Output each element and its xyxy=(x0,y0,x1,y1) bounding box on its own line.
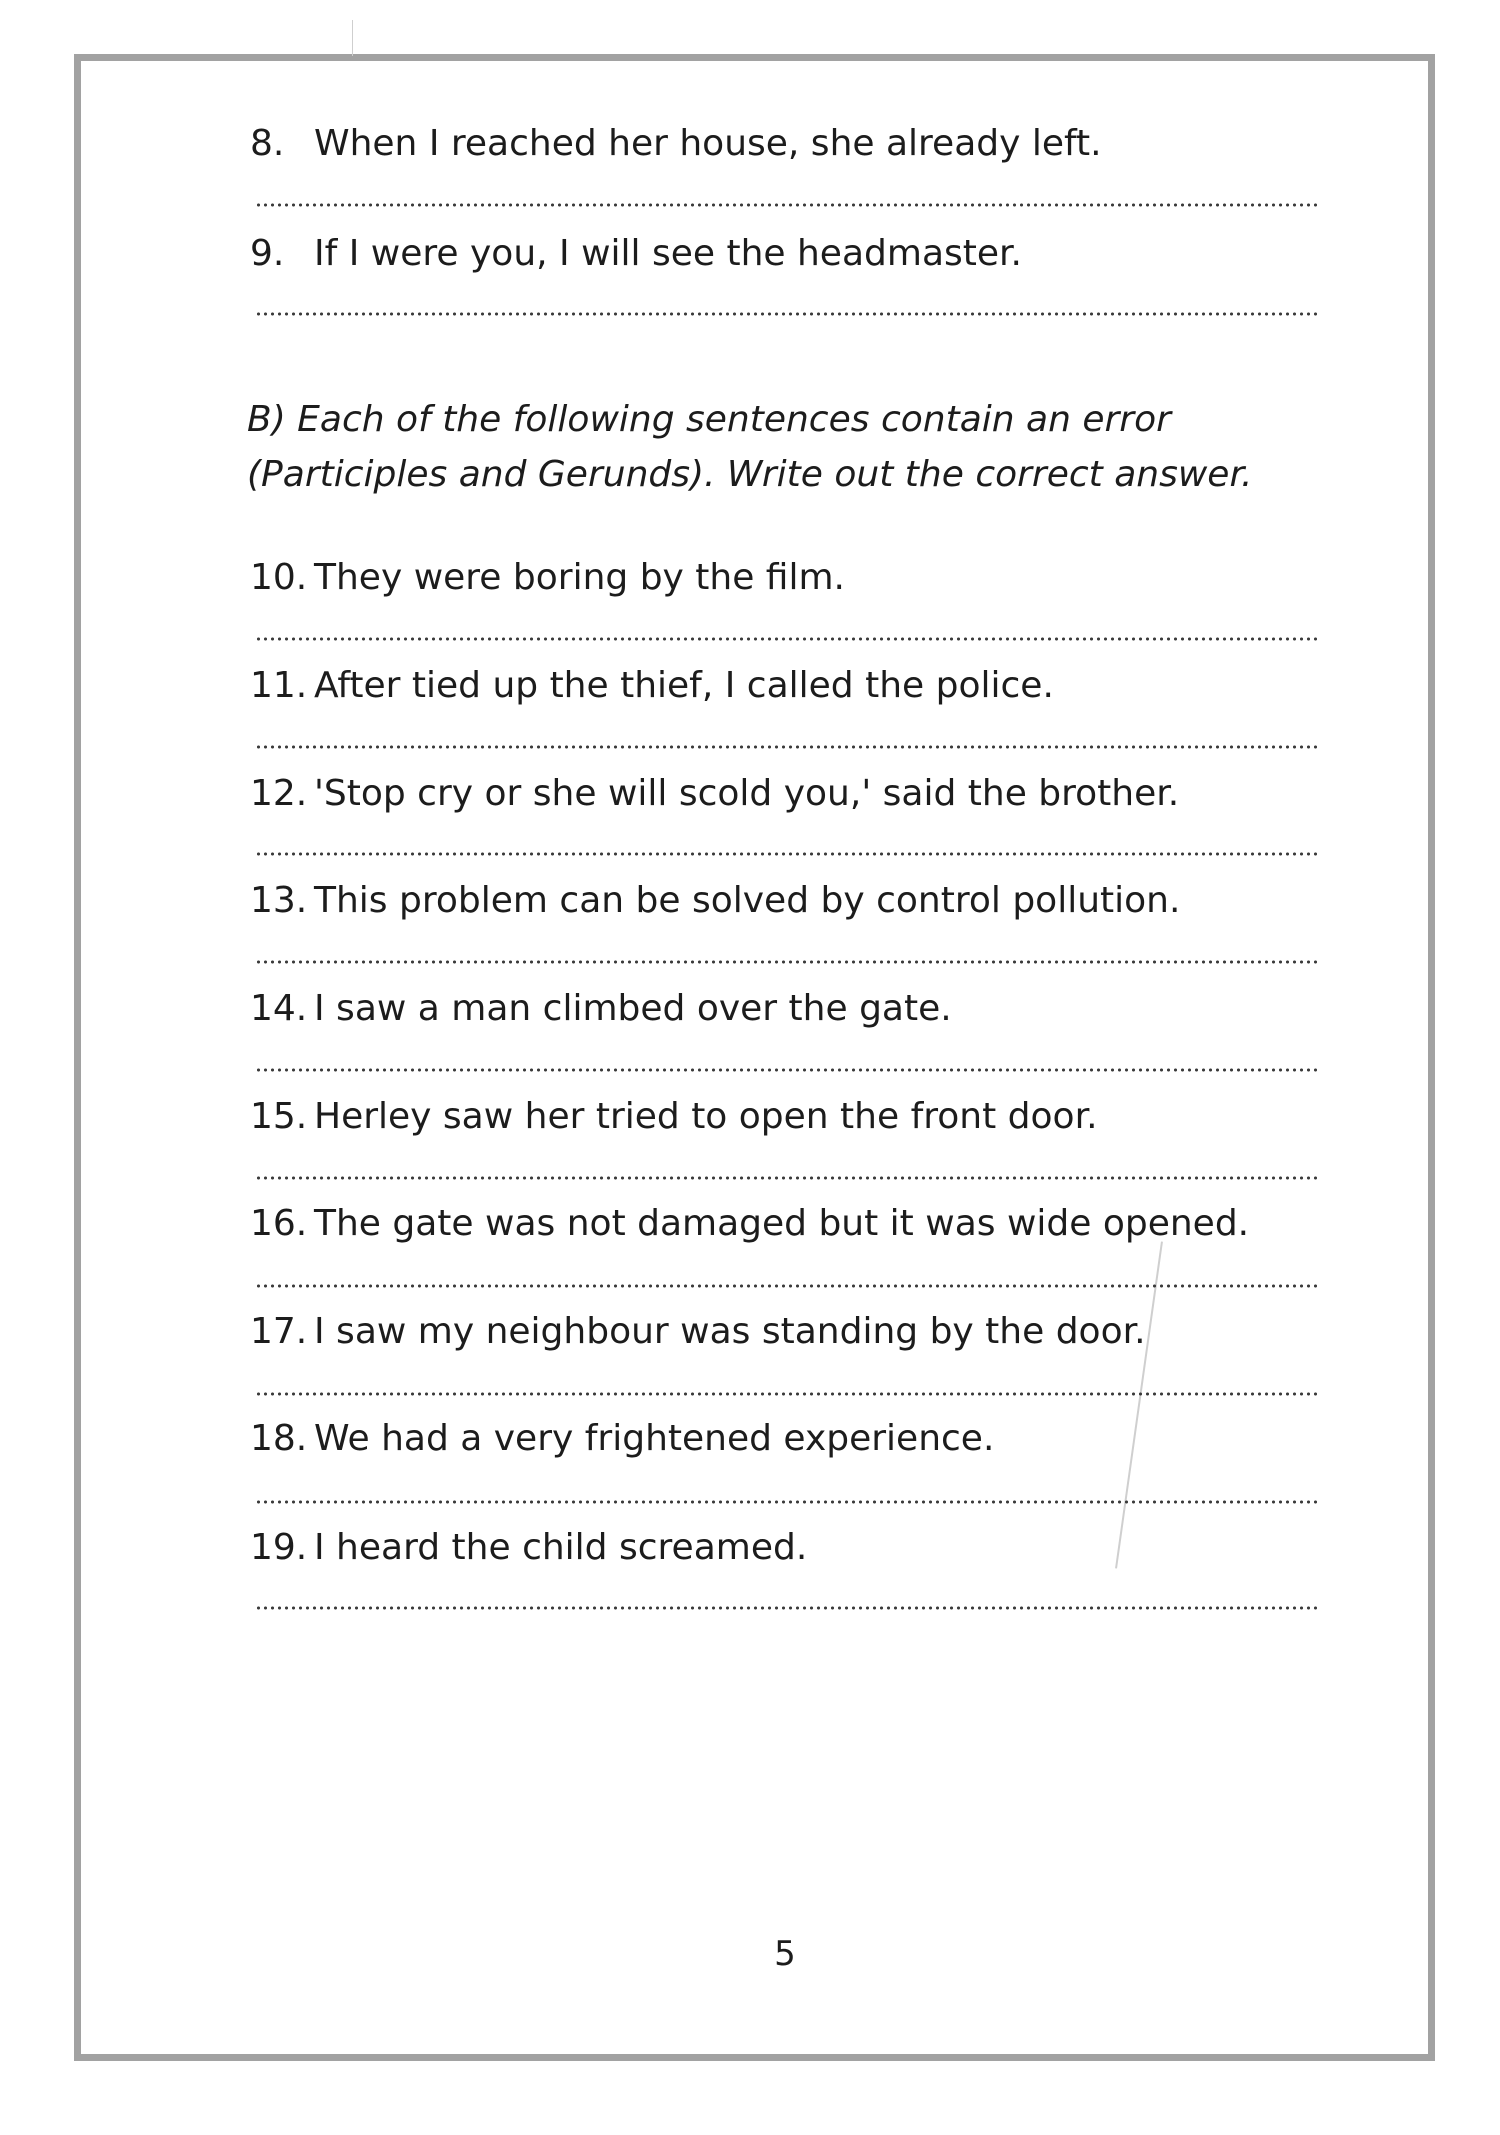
question-number: 19. xyxy=(250,1527,308,1568)
question-text: After tied up the thief, I called the police. xyxy=(314,665,1054,706)
question-number: 18. xyxy=(250,1418,308,1459)
question-text: They were boring by the film. xyxy=(314,557,845,598)
question-11 xyxy=(250,665,1320,706)
instruction-line: (Participles and Gerunds). Write out the correct answer. xyxy=(247,454,1253,495)
question-number: 15. xyxy=(250,1096,308,1137)
instruction-line: B) Each of the following sentences contain an error xyxy=(247,399,1171,440)
question-number: 14. xyxy=(250,988,308,1029)
question-text: We had a very frightened experience. xyxy=(314,1418,995,1459)
question-8 xyxy=(250,123,1320,164)
question-15 xyxy=(250,1096,1320,1137)
question-18 xyxy=(250,1418,1320,1459)
question-number: 17. xyxy=(250,1311,308,1352)
question-number: 13. xyxy=(250,880,308,921)
question-16 xyxy=(250,1203,1320,1244)
question-number: 12. xyxy=(250,773,308,814)
question-text: I heard the child screamed. xyxy=(314,1527,808,1568)
question-number: 8. xyxy=(250,123,285,164)
answer-line[interactable] xyxy=(255,1176,1317,1180)
question-number: 9. xyxy=(250,233,285,274)
question-14 xyxy=(250,988,1320,1029)
answer-line[interactable] xyxy=(255,745,1317,749)
section-b-instruction xyxy=(247,392,1327,502)
question-text: Herley saw her tried to open the front door. xyxy=(314,1096,1098,1137)
answer-line[interactable] xyxy=(255,1284,1317,1288)
question-10 xyxy=(250,557,1320,598)
question-text: If I were you, I will see the headmaster. xyxy=(314,233,1022,274)
answer-line[interactable] xyxy=(255,852,1317,856)
answer-line[interactable] xyxy=(255,1500,1317,1504)
answer-line[interactable] xyxy=(255,960,1317,964)
answer-line[interactable] xyxy=(255,1392,1317,1396)
question-number: 10. xyxy=(250,557,308,598)
question-13 xyxy=(250,880,1320,921)
question-text: This problem can be solved by control pollution. xyxy=(314,880,1181,921)
answer-line[interactable] xyxy=(255,203,1317,207)
question-12 xyxy=(250,773,1320,814)
page-border xyxy=(74,54,1435,2061)
answer-line[interactable] xyxy=(255,1606,1317,1610)
question-19 xyxy=(250,1527,1320,1568)
page-number: 5 xyxy=(774,1934,796,1974)
question-number: 16. xyxy=(250,1203,308,1244)
question-17 xyxy=(250,1311,1320,1352)
question-number: 11. xyxy=(250,665,308,706)
answer-line[interactable] xyxy=(255,637,1317,641)
question-text: When I reached her house, she already left. xyxy=(314,123,1102,164)
answer-line[interactable] xyxy=(255,312,1317,316)
question-9 xyxy=(250,233,1320,274)
question-text: I saw my neighbour was standing by the door. xyxy=(314,1311,1146,1352)
scan-crease-mark xyxy=(352,20,353,56)
answer-line[interactable] xyxy=(255,1068,1317,1072)
question-text: I saw a man climbed over the gate. xyxy=(314,988,952,1029)
question-text: The gate was not damaged but it was wide opened. xyxy=(314,1203,1250,1244)
question-text: 'Stop cry or she will scold you,' said the brother. xyxy=(314,773,1180,814)
